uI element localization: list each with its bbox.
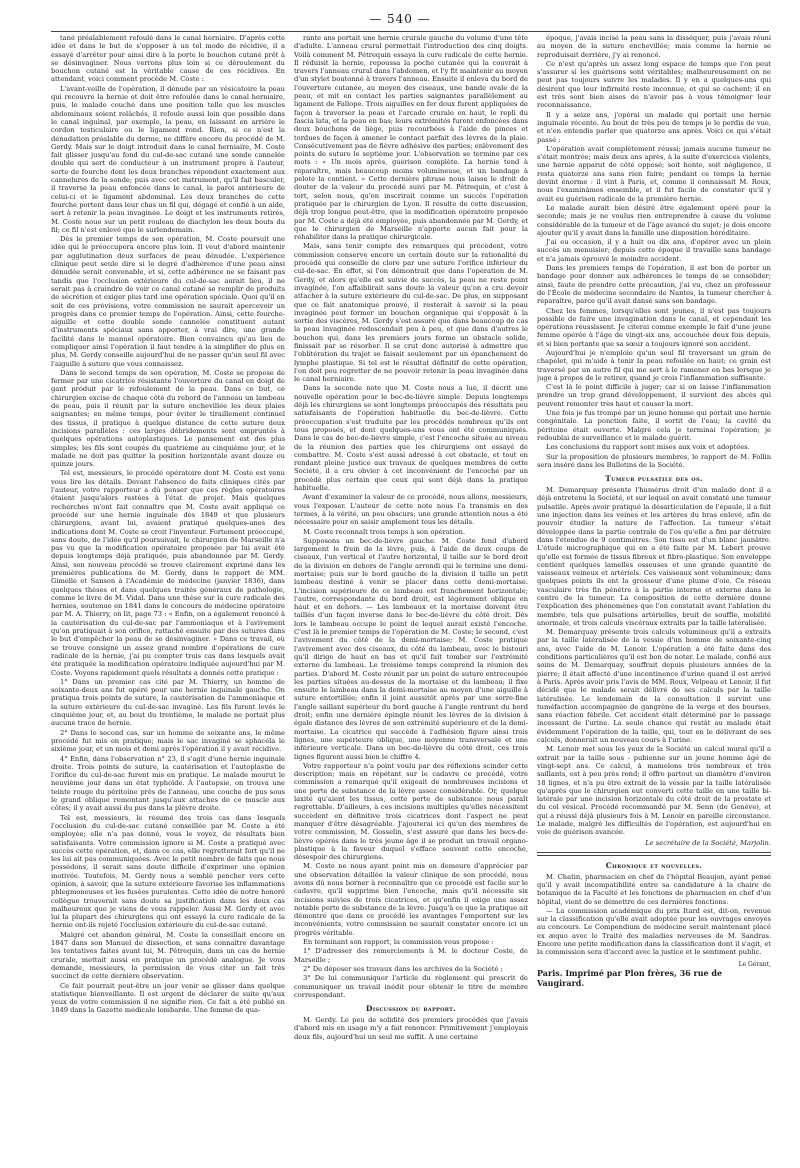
paragraph: Ce fait pourrait peut-être un jour venir se glisser dans quelque statistique bienveillante. Il est urgent de déclarer de suite qu'aux yeux de votre commission il ne signifie rien. Ce fait a été publié en 1849 dans la Gazette médicale lombarde. Une femme de qua-	[51, 981, 285, 1015]
chronique-heading: Chronique et nouvelles.	[605, 860, 703, 870]
paragraph: rante ans portait une hernie crurale gauche du volume d'une tête d'adulte. L'anneau crural permettait l'introduction des cinq doigts. Voilà comment M. Pétrequin essaya la cure radicale de cette hernie. Il réduisit la hernie, repoussa la poche cutanée qui la couvrait à travers l'anneau crural dans l'abdomen, et l'y fit maintenir au moyen d'un stylet boutonné à travers l'anneau. Ensuite il enleva du bord de l'ouverture cutanée, au moyen des ciseaux, une bande ovale de la peau, et mit en contact les parties saignantes parallèlement au ligament de Fallope. Trois aiguilles en fer doux furent appliquées de façon à traverser la peau et l'arcade crurale en haut, le repli du fascia lata, et la peau en bas; leurs extrémités furent enfoncées dans deux bouchons de liège, puis recourbées à l'aide de pinces et tordues de façon à amener le contact parfait des lèvres de la plaie. Consécutivement pas de fièvre adhésive des parties; enlèvement des points de suture le septième jour. L'observation se termine par ces mots : « Un mois après, guérison complète. La hernie tend à reparaître, mais beaucoup moins volumineuse, et un bandage à pelote la contient. » Cette dernière phrase nous laisse le droit de douter de la valeur du procédé suivi par M. Pétrequin, et c'est à tort, selon nous, qu'on inscrirait comme un succès l'opération pratiquée par le chirurgien de Lyon. Il résulte de cette discussion, déjà trop longue peut-être, que la modification opératoire proposée par M. Coste a déjà été employée, puis abandonnée par M. Gerdy, et que le chirurgien de Marseille n'apporte aucun fait pour la réhabiliter dans la pratique chirurgicale.	[294, 34, 528, 242]
paragraph: Les conclusions du rapport sont mises aux voix et adoptées.	[546, 443, 750, 452]
paragraph: tané préalablement refoulé dans le canal herniaire. D'après cette idée et dans le but de s'opposer à un tel mode de récidive, il a essayé d'arrêter pour ainsi dire à la porte le bouchon cutané prêt à se désinvaginer. Nous verrons plus loin si ce déroulement du bouchon cutané est la véritable cause de ces récidives. En attendant, voici comment procède M. Coste :	[51, 34, 285, 84]
paragraph: Malgré cet abandon général, M. Coste la conseillait encore en 1847 dans son Manuel de dissection, et sans connaître davantage les tentatives faites avant lui, M. Pétrequin, dans un cas de hernie crurale, mettait aussi en pratique un procédé analogue. Je vous demande, messieurs, la permission de vous citer un fait très succinct de cette dernière observation.	[51, 930, 285, 981]
section-divider	[537, 852, 771, 856]
column-3-body	[537, 34, 771, 469]
paragraph: époque, j'avais incisé la peau sans la disséquer, puis j'avais réuni au moyen de la suture enchevillée; mais comme la hernie se reproduisait derrière, j'y ai renoncé.	[537, 34, 771, 59]
paragraph: L'opération avait complètement réussi; jamais aucune tumeur ne s'était montrée; mais deux ans après, à la suite d'exercices violents, une hernie apparut de côté opposé; soit honte, soit négligence, il resta quatorze ans sans rien faire; pendant ce temps la hernie devint énorme : il vint à Paris, et, comme il connaissait M. Roux, nous l'examinâmes ensemble, et il fut facile de constater qu'il y avait eu guérison radicale de la première hernie.	[537, 144, 771, 203]
paragraph: 1° D'adresser des remerciements à M. le docteur Coste, de Marseille ;	[294, 947, 528, 964]
printer-imprint: Paris. Imprimé par Plon frères, 36 rue de Vaugirard.	[537, 967, 723, 988]
paragraph: 4° Enfin, dans l'observation n° 23, il s'agit d'une hernie inguinale droite. Trois points de suture, la cautérisation et l'autoplastie de l'orifice du cul-de-sac furent mis en pratique. Le malade mourut le neuvième jour dans un état typhoïde. À l'autopsie, on trouva une teinte rouge du péritoine près de l'anneau, une couche de pus sous le grand oblique remontant jusqu'aux attaches de ce muscle aux côtes; il y avait aussi du pus dans la plèvre droite.	[51, 754, 285, 813]
paragraph: Le malade aurait bien désiré être également opéré pour la seconde; mais je ne voulus rien entreprendre à cause du volume considérable de la tumeur et de l'âge avancé du sujet; je dois encore ajouter qu'il y avait dans la famille une disposition héréditaire.	[537, 203, 771, 237]
paragraph: Aujourd'hui je n'emploie qu'un seul fil traversant un grain de chapelet, qui m'aide à tenir la peau refoulée en haut; ce grain est traversé par un autre fil qui me sert à le ramener en bas lorsque je juge à propos de le retirer, quand je crois l'inflammation suffisante.	[537, 348, 771, 382]
chronique-body	[537, 873, 771, 957]
paragraph: L'avant-veille de l'opération, il dénude par un vésicatoire la peau qui recouvre la hernie et doit être refoulée dans le canal herniaire, puis, le malade couché dans une position telle que les muscles abdominaux soient relâchés, il refoule aussi loin que possible dans le canal inguinal, par exemple, la peau, en laissant en arrière le cordon testiculaire ou le ligament rond. Rien, si ce n'est la dénudation préalable du derme, ne diffère encore du procédé de M. Gerdy. Mais sur le doigt introduit dans le canal herniaire, M. Coste fait glisser jusqu'au fond du cul-de-sac cutané une sonde cannelée double qui sert de conducteur à un instrument propre à l'auteur, sorte de fourche dont les deux branches répondent exactement aux cannelures de la sonde; puis avec cet instrument, qu'il fait basculer, il traverse la peau enfoncée dans le canal, la paroi antérieure de celui-ci et le ligament abdominal. Les deux branches de cette fourche portent dans leur chas un fil qui, dégagé et confié à un aide, sert à retenir la peau invaginée. Le doigt et les instruments retirés, M. Coste nouе sur un petit rouleau de diachylon les deux bouts du fil; ce fil n'est enlevé que le surlendemain.	[51, 84, 285, 234]
paragraph: En terminant son rapport, la commission vous propose :	[303, 938, 494, 947]
column-2	[294, 34, 528, 1150]
paragraph: C'est là le point difficile à juger; car si on laisse l'inflammation prendre un trop grand développement, il survient des abcès qui peuvent remonter très haut et causer la mort.	[537, 383, 771, 408]
paragraph: Il y a seize ans, j'opérai un malade qui portait une hernie inguinale récente. Au bout de très peu de temps je le perdis de vue, et n'en entendis parler que quatorze ans après. Voici ce qui s'était passé :	[537, 110, 771, 144]
header-rule	[51, 31, 769, 32]
paragraph: Chez les femmes, lorsqu'elles sont jeunes, il n'est pas toujours possible de faire une invagination dans le canal, et cependant les opérations réussissent. Je citerai comme exemple le fait d'une jeune femme opérée à l'âge de vingt-six ans, accouchée deux fois depuis, et si bien portante que sa sœur a toujours ignoré son accident.	[537, 306, 771, 348]
secretary-signature: Le secrétaire de la Société, Marjolin.	[645, 838, 771, 847]
column-2-body	[294, 34, 528, 999]
paragraph: Votre rapporteur n'a point voulu par des réflexions scinder cette description; mais en répétant sur le cadavre ce procédé, votre commission a remarqué qu'il exigeait de nombreuses incisions et une perte de substance de la lèvre assez considérable. Or, quelque laxité qu'aient les tissus, cette perte de substance nous paraît regrettable. D'ailleurs, à ces incisions multiples qu'elles nécessitent succèdent en définitive trois cicatrices dont l'aspect ne peut manquer d'être désagréable. J'ajouterai ici qu'un des membres de votre commission, M. Gosselin, s'est assuré que dans les becs-de-lièvre opérés dans le très jeune âge il se produit un travail organo-plastique à la faveur duquel s'efface souvent cette encoche, désespoir des chirurgiens.	[294, 761, 528, 862]
page-number: — 540 —	[369, 12, 431, 26]
paragraph: 3° De lui communiquer l'article du règlement qui prescrit de communiquer un travail inédit pour obtenir le titre de membre correspondant.	[294, 974, 528, 999]
paragraph: J'ai eu occasion, il y a huit ou dix ans, d'opérer avec un plein succès un menuisier; depuis cette époque il travaille sans bandage et n'a jamais éprouvé le moindre accident.	[537, 238, 771, 263]
discussion-body	[294, 1016, 528, 1041]
paragraph: Dans le second temps de son opération, M. Coste se propose de fermer par une cicatrice résistante l'ouverture du canal en doigt de gant produit par le refoulement de la peau. Dans ce but, ce chirurgien excise de chaque côté du rebord de l'anneau un lambeau de peau, puis il réunit par la suture enchevillée les deux plaies saignantes; en même temps, pour éviter le tiraillement continuel des tissus, il pratique à quelque distance de cette suture deux incisions parallèles : ces larges débridements sont empruntés à quelques opérations autoplastiques. Le pansement est des plus simples; les fils sont coupés du quatrième au cinquième jour, et le malade ne doit pas quitter la position horizontale avant douze ou quinze jours.	[51, 368, 285, 469]
paragraph: Mais, sans tenir compte des remarques qui précèdent, votre commission conserve encore un certain doute sur la rationalité du procédé qui conseille de clore par une suture l'orifice inférieur du cul-de-sac. En effet, si l'on démontrait que dans l'opération de M. Gerdy, et alors qu'elle est suivie de succès, la peau ne reste point invaginée, l'on affaiblirait sans doute la valeur qu'on a cru devoir attacher à la suture extérieure du cul-de-sac. De plus, en supposant que ce fait anatomique prouvé, il resterait à savoir si la peau invaginée peut former un bouchon organique qui s'opposât à la sortie des viscères, M. Gerdy s'est assuré que dans beaucoup de cas la peau invaginée redescendait peu à peu, et que dans d'autres le bouchon qui, dans les premiers jours forme un obstacle solide, finissait par se résorber. Il se crut donc autorisé à admettre que l'oblitération du trajet se faisait seulement par un épanchement de lymphe plastique. Si tel est le résultat définitif de cette opération, l'on doit peu regretter de ne pouvoir retenir la peau invaginée dans le canal herniaire.	[294, 242, 528, 384]
paragraph: — La commission académique du prix Itard est, dit-on, revenue sur la classification qu'elle avait adoptée pour les ouvrages envoyés au concours. Le Compendium de médecine serait maintenant placé ex æquo avec le Traité des maladies nerveuses de M. Sandras. Encore une petite modification dans la classification dont il s'agit, et la commission sera d'accord avec la justice et le sentiment public.	[537, 906, 771, 957]
gerant-label: Le Gérant,	[738, 960, 771, 968]
paragraph: M. Coste reconnaît trois temps à son opération.	[303, 527, 466, 536]
paragraph: Dès le premier temps de son opération, M. Coste poursuit une idée qui le préoccupera encore plus loin. Il veut d'abord maintenir par agglutination deux surfaces de peau dénudée. L'expérience clinique peut seule dire si le degré d'adhérence d'une peau ainsi dénudée serait convenable, et si, cette adhérence ne se faisant pas tandis que l'occlusion extérieure du cul-de-sac aurait lieu, il ne serait pas à craindre de voir ce canal cutané se remplir de produits de sécrétion et exiger plus tard une opération spéciale. Quoi qu'il en soit de ces prévisions, votre commission ne saurait apercevoir un progrès dans ce premier temps de l'opération. Ainsi, cette fourche-aiguille et cette double sonde cannelée constituent autant d'instruments spéciaux sans apporter, à vrai dire, une grande facilité dans le manuel opératoire. Bien convaincu qu'au lieu de compliquer ainsi l'opération il faut tendre à la simplifier de plus en plus, M. Gerdy conseille aujourd'hui de ne passer qu'un seul fil avec l'aiguille à suture que vous connaissez.	[51, 235, 285, 368]
paragraph: 2° De déposer ses travaux dans les archives de la Société ;	[303, 964, 503, 973]
paragraph: M. Demarquay présente l'humérus droit d'un malade dont il a déjà entretenu la Société, et sur lequel on avait constaté une tumeur pulsatile. Après avoir pratiqué la désarticulation de l'épaule, il a fait une injection dans les veines et les artères du bras enlevé, afin de pouvoir étudier la nature de l'affection. La tumeur s'était développée dans la partie centrale de l'os qu'elle a fini par détruire dans l'étendue de 9 centimètres. Son tissu est d'un blanc jaunâtre. L'étude micrographique qui en a été faite par M. Lebert prouve qu'elle est formée de tissus fibreux et fibro-plastique. Son enveloppe contient quelques lamelles osseuses et une grande quantité de vaisseaux veineux et artériels. Ces vaisseaux sont volumineux; dans quelques points ils ont la grosseur d'une plume d'oie. Ce réseau vasculaire très fin pénètre à la partie interne et externe dans le centre de la tumeur. La composition de cette dernière donne l'explication des phénomènes que l'on constatait avant l'ablation du membre, tels que pulsations artérielles, bruit de souffle, mobilité anormale, et trois calculs viscéraux extraits par la taille latéralisée.	[537, 486, 771, 627]
discussion-heading: Discussion du rapport.	[365, 1004, 457, 1014]
column-3	[537, 34, 771, 1150]
paragraph: Supposons un bec-de-lièvre gauche. M. Coste fend d'abord largement le frein de la lèvre, puis, à l'aide de deux coups de ciseaux, l'un vertical et l'autre horizontal, il taille sur le bord droit de la division en dehors de l'angle arrondi qui le termine une demi-mortaise; puis sur le bord gauche de la division il taille un petit lambeau destiné à venir se placer dans cette demi-mortaise. L'incision supérieure de ce lambeau est franchement horizontale; l'autre, correspondante du bord droit, est légèrement oblique en haut et en dehors. — Les lambeaux et la mortaise doivent être taillés d'un façon inverse dans le bec-de-lièvre du côté droit. Dès lors le lambeau occupe le point de lequel aurait existé l'encoche. C'est là le premier temps de l'opération de M. Coste; le second, c'est l'avivement du côté de la demi-mortaise; M. Coste pratique l'avivement avec des ciseaux, du côté du lambeau, avec le bistouri qu'il dirige de haut en bas et qu'il fait tomber sur l'extrémité externe du lambeau. Le troisième temps comprend la réunion des parties. D'abord M. Coste réunit par un point de suture entrecoupée les parties situées au-dessus de la mortaise et du lambeau; il fixe ensuite le lambeau dans la demi-mortaise au moyen d'une aiguille à suture entortillée; enfin il joint aussitôt après par une serre-fine l'angle saillant supérieur du bord gauche à l'angle rentrant du bord droit; enfin une dernière épingle réunit les lèvres de la division à égale distance des lèvres de son extrémité supérieure et de la demi-mortaise. La cicatrice qui succède à l'adhésion figure ainsi trois lignes, une supérieure oblique, une moyenne transversale et une inférieure verticale. Dans un bec-de-lièvre du côté droit, ces trois lignes figurent aussi bien le chiffre 4.	[294, 536, 528, 761]
paragraph: Une fois je fus trompé par un jeune homme qui portait une hernie congénitale. La ponction faite, il sortit de l'eau; la cavité du péritoine était ouverte. Malgré cela je terminai l'opération; je redoublai de surveillance et le malade guérit.	[537, 409, 771, 442]
paragraph: Tel est, messieurs, le résumé des trois cas dans lesquels l'occlusion du cul-de-sac cutané conseillée par M. Coste a été employée; elle n'a pas donné, vous le voyez, de résultats bien satisfaisants. Votre commission ignore si M. Coste a pratiqué avec succès cette opération, et, dans ce cas, elle regretterait fort qu'il ne les lui ait pas communiquées. Avec le petit nombre de faits que nous possédons, il serait sans doute difficile d'exprimer une opinion motivée. Toutefois, M. Gerdy nous a semblé pencher vers cette opinion, à savoir, que la suture extérieure favorise les inflammations phlegmoneuses et les fusées purulentes. Cette idée de notre honoré collègue trouverait sans doute sa justification dans les deux cas malheureux que je viens de vous rappeler. Aussi M. Gerdy et avec lui la plupart des chirurgiens qui ont essayé la cure radicale de la hernie ont-ils rejeté l'occlusion extérieure du cul-de-sac cutané.	[51, 813, 285, 930]
tumeur-heading: Tumeur pulsatile des os.	[605, 474, 703, 484]
tumeur-body	[537, 486, 771, 836]
paragraph: M. Lenoir met sous les yeux de la Société un calcul mural qu'il a extrait par la taille sous - pubienne sur un jeune homme âgé de vingt-sept ans. Ce calcul, à mamelons très nombreux et très saillants, est à peu près rond; il offre partout un diamètre d'environ 18 lignes, et n'a pu être extrait de la vessie par la taille latéralisée qu'après que le chirurgien eut converti cette taille en une taille bi-latérale par une incision horizontale du côté droit de la prostate et du col vésical. Procédé recommandé par M. Senn (de Genève), et qui a réussi déjà plusieurs fois à M. Lenoir en pareille circonstance. Le malade, malgré les difficultés de l'opération, est aujourd'hui en voie de guérison avancée.	[537, 745, 771, 837]
paragraph: 1° Dans un premier cas cité par M. Thierry, un homme de soixante-deux ans fut opéré pour une hernie inguinale gauche. On pratiqua trois points de suture, la cautérisation de l'ammoniaque et la suture extérieure du cul-de-sac invaginé. Les fils furent levés le cinquième jour, et, au bout du trentième, le malade ne portait plus aucune trace de hernie.	[51, 677, 285, 728]
paragraph: M. Gerdy. Le peu de solidité des premiers procédés que j'avais d'abord mis en usage m'y a fait renoncer. Primitivement j'employais deux fils, aujourd'hui un seul me suffit. À une certaine	[294, 1016, 528, 1041]
paragraph: Dans les premiers temps de l'opération, il est bon de porter un bandage pour donner aux adhérences le temps de se consolider; ainsi, faute de prendre cette précaution, j'ai vu, chez un professeur de l'École de médecine secondaire de Nantes, la tumeur chercher à reparaître, parce qu'il avait dansé sans son bandage.	[537, 264, 771, 306]
paragraph: Ce n'est qu'après un assez long espace de temps que l'on peut s'assurer si les guérisons sont véritables; malheureusement on ne peut pas toujours suivre les malades. Il y en a quelques-uns qui désirent que leur infirmité reste inconnue, et qui se cachent; il en est très sont bien aises de n'avoir pas à vous témoigner leur reconnaissance.	[537, 59, 771, 110]
paragraph: Tel est, messieurs, le procédé opératoire dont M. Coste est venu vous lire les détails. Devant l'absence de faits cliniques cités par l'auteur, votre rapporteur a dû penser que ces règles opératoires étaient jusqu'alors restées à l'état de projet. Mais quelques recherches m'ont fait connaître que M. Coste avait appliqué ce procédé sur une hernie inguinale dès 1849 et que plusieurs chirurgiens, avant lui, avaient pratiqué quelques-unes des indications dont M. Coste se croit l'inventeur. Fortement préoccupé, sans doute, de l'idée qu'il poursuivait, le chirurgien de Marseille n'a pas vu que la modification opératoire proposée par lui avait été depuis longtemps déjà pratiquée, puis abandonnée par M. Gerdy. Ainsi, son nouveau procédé se trouve clairement exprimé dans les premières publications de M. Gerdy, dans le rapport de MM. Gimelle et Sanson à l'Académie de médecine (janvier 1836), dans quelques thèses et dans quelques traités généraux de pathologie, comme le livre de M. Vidal. Dans une thèse sur la cure radicale des hernies, soutenue en 1841 dans le concours de médecine opératoire par M. A. Thierry, on lit, page 73 : « Enfin, on a également renoncé à la cautérisation du cul-de-sac par l'ammoniaque et à l'avivement qu'on pratiquait à son orifice, rattaché ensuite par des sutures dans le but d'empêcher la peau de se désinvaginer. » Dans ce travail, où se trouve consigné un assez grand nombre d'opérations de cure radicale de la hernie, j'ai pu compter trois cas dans lesquels avait été pratiquée la modification opératoire indiquée aujourd'hui par M. Coste. Voyons rapidement quels résultats a donnés cette pratique :	[51, 469, 285, 677]
paragraph: M. Demarquay présente trois calculs volumineux qu'il a extraits par la taille latéralisée de la vessie d'un homme de soixante-cinq ans, avec l'aide de M. Lenoir. L'opération a été faite dans des conditions particulières qu'il est bon de noter. Le malade, confié aux soins de M. Demarquay, souffrait depuis plusieurs années de la pierre; il était affecté d'une incontinence d'urine quand il est arrivé à Paris. Après avoir pris l'avis de MM. Roux, Velpeau et Lenoir, il fut décidé que le malade serait délivré de ses calculs par la taille latéralisée. Le lendemain de la consultation il survint une tuméfaction accompagnée de gangrène de la verge et des bourses, sans réaction fébrile. Cet accident était déterminé par le passage incessant de l'urine. La seule chance qui restât au malade était évidemment l'opération de la taille, qui, tout en le délivrant de ses calculs, donnerait un nouveau cours à l'urine.	[537, 628, 771, 745]
paragraph: M. Chatin, pharmacien en chef de l'hôpital Beaujon, ayant pensé qu'il y avait incompatibilité entre sa candidature à la chaire de botanique de la Faculté et les fonctions de pharmacien en chef d'un hôpital, vient de se démettre de ces dernières fonctions.	[537, 872, 771, 906]
column-1	[51, 34, 285, 1150]
paragraph: Dans la seconde note que M. Coste nous a lue, il décrit une nouvelle opération pour le bec-de-lièvre simple. Depuis longtemps déjà les chirurgiens se sont longtemps préoccupés des résultats peu satisfaisants de l'opération habituelle du bec-de-lièvre. Cette préoccupation s'est traduite par les procédés nombreux qu'ils ont tous proposés, et dont quelques-uns vous ont été communiqués. Dans le cas de bec-de-lièvre simple, c'est l'encoche située au niveau de la réunion des parties que les chirurgiens ont essayé de combattre. M. Coste s'est aussi adressé à cet obstacle, et tout en rendant pleine justice aux travaux de quelques membres de cette Société, il a cru obvier à cet inconvénient de l'encoche par un procédé plus certain que ceux qui sont déjà dans la pratique habituelle.	[294, 384, 528, 493]
paragraph: 2° Dans le second cas, sur un homme de soixante ans, le même procédé fut mis en pratique; mais le sac invaginé se sphacéla le sixième jour, et un mois et demi après l'opération il y avait récidive.	[51, 728, 285, 754]
paragraph: Sur la proposition de plusieurs membres, le rapport de M. Follin sera inséré dans les Bulletins de la Société.	[537, 452, 771, 469]
paragraph: Avant d'examiner la valeur de ce procédé, nous allons, messieurs, vous l'exposer. L'auteur de cette note nous l'a transmis en des termes, à la vérité, un peu obscurs; une grande attention nous a été nécessaire pour en saisir amplement tous les détails.	[294, 493, 528, 527]
paragraph: M. Coste ne nous ayant point mis en demeure d'apprécier par une observation détaillée la valeur clinique de son procédé, nous avons dû nous borner à reconnaître que ce procédé est facile sur le cadavre, qu'il supprime bien l'encoche, mais qu'il nécessite six incisions suivies de trois cicatrices, et qu'enfin il exige une assez notable perte de substance de la lèvre. Jusqu'à ce que la pratique ait démontré que dans ce procédé les avantages l'emportent sur les inconvénients, votre commission ne saurait constater encore ici un progrès véritable.	[294, 862, 528, 937]
